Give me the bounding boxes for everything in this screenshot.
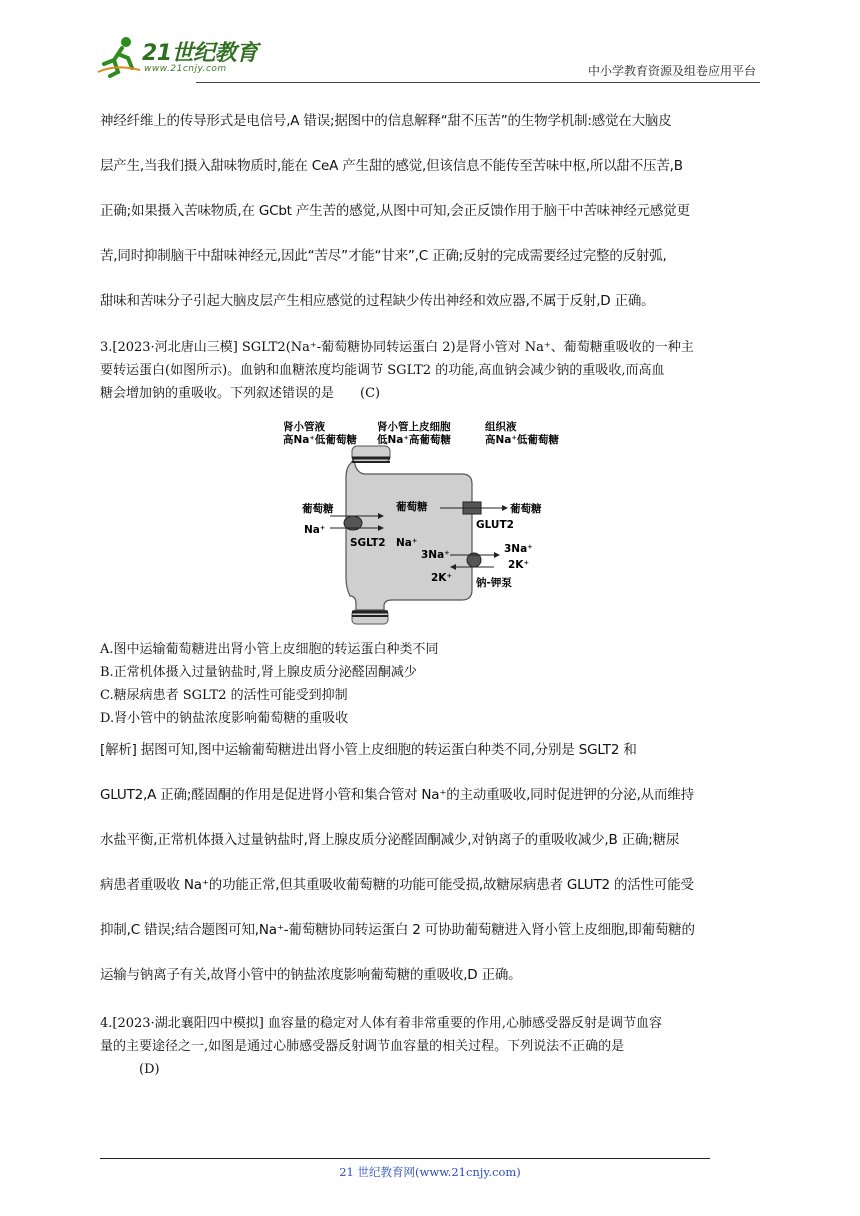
text-line: 4.[2023·湖北襄阳四中模拟] 血容量的稳定对人体有着非常重要的作用,心肺感受器反射是调节血容: [100, 1016, 663, 1031]
option-c: C.糖尿病患者 SGLT2 的活性可能受到抑制: [100, 688, 348, 703]
glucose-right-label: 葡萄糖: [510, 503, 542, 515]
k2-in-label: 2K⁺: [431, 572, 452, 584]
option-d: D.肾小管中的钠盐浓度影响葡萄糖的重吸收: [100, 711, 349, 726]
text-line: 抑制,C 错误;结合题图可知,Na⁺-葡萄糖协同转运蛋白 2 可协助葡萄糖进入肾小管上皮细胞,即葡萄糖的: [100, 922, 695, 938]
upper-junction: [352, 446, 390, 462]
text-line: 3.[2023·河北唐山三模] SGLT2(Na⁺-葡萄糖协同转运蛋白 2)是肾小管对 Na⁺、葡萄糖重吸收的一种主: [100, 340, 694, 355]
footer-divider: [100, 1158, 710, 1159]
text-line: 苦,同时抑制脑干中甜味神经元,因此“苦尽”才能“甘来”,C 正确;反射的完成需要经过完整的反射弧,: [100, 248, 667, 264]
option-a: A.图中运输葡萄糖进出肾小管上皮细胞的转运蛋白种类不同: [100, 642, 439, 657]
text-line: 正确;如果摄入苦味物质,在 GCbt 产生苦的感觉,从图中可知,会正反馈作用于脑干中苦味神经元感觉更: [100, 203, 690, 219]
pump-label: 钠-钾泵: [476, 577, 512, 589]
text-line: 糖会增加钠的重吸收。下列叙述错误的是 (C): [100, 386, 381, 401]
site-logo: [96, 34, 266, 78]
na3-out-label: 3Na⁺: [504, 543, 533, 555]
text-line: (D): [100, 1062, 160, 1077]
question-3-options: [100, 638, 764, 730]
k2-out-label: 2K⁺: [508, 559, 529, 571]
text-line: 水盐平衡,正常机体摄入过量钠盐时,肾上腺皮质分泌醛固酮减少,对钠离子的重吸收减少,B 正确;糖尿: [100, 832, 680, 848]
runner-logo-icon: [96, 34, 142, 78]
sglt2-diagram: [280, 418, 580, 632]
question-3-stem: [100, 336, 764, 405]
footer-text: 21 世纪教育网(www.21cnjy.com): [339, 1165, 521, 1179]
sglt2-label: SGLT2: [350, 537, 386, 549]
col1-title: 肾小管液: [283, 421, 325, 433]
epithelial-cell: [346, 456, 472, 610]
col1-sub: 高Na⁺低葡萄糖: [283, 434, 357, 446]
text-line: 量的主要途径之一,如图是通过心肺感受器反射调节血容量的相关过程。下列说法不正确的是: [100, 1039, 625, 1054]
glucose-mid-label: 葡萄糖: [396, 501, 428, 513]
text-line: 层产生,当我们摄入甜味物质时,能在 CeA 产生甜的感觉,但该信息不能传至苦味中枢,所以甜不压苦,B: [100, 158, 683, 174]
col3-title: 组织液: [485, 421, 517, 433]
logo-main-text: 21世纪教育: [142, 41, 258, 66]
question-4-stem: [100, 1012, 764, 1081]
option-b: B.正常机体摄入过量钠盐时,肾上腺皮质分泌醛固酮减少: [100, 665, 417, 680]
text-line: 要转运蛋白(如图所示)。血钠和血糖浓度均能调节 SGLT2 的功能,高血钠会减少钠的重吸收,而高血: [100, 363, 665, 378]
text-line: [解析] 据图可知,图中运输葡萄糖进出肾小管上皮细胞的转运蛋白种类不同,分别是 SGLT2 和: [100, 742, 637, 758]
na-mid-label: Na⁺: [396, 537, 418, 549]
glucose-left-label: 葡萄糖: [302, 503, 334, 515]
text-line: GLUT2,A 正确;醛固酮的作用是促进肾小管和集合管对 Na⁺的主动重吸收,同时促进钾的分泌,从而维持: [100, 787, 694, 803]
logo-sub-text: www.21cnjy.com: [144, 64, 227, 74]
col3-sub: 高Na⁺低葡萄糖: [485, 434, 559, 446]
page-header: [96, 34, 760, 84]
glut2-label: GLUT2: [476, 519, 514, 531]
na-left-label: Na⁺: [304, 524, 326, 536]
question-3-analysis: [100, 728, 764, 998]
header-divider: [196, 82, 760, 83]
na3-in-label: 3Na⁺: [421, 549, 450, 561]
analysis-continuation: [100, 99, 764, 324]
text-line: 病患者重吸收 Na⁺的功能正常,但其重吸收葡萄糖的功能可能受损,故糖尿病患者 GLUT2 的活性可能受: [100, 877, 694, 893]
text-line: 运输与钠离子有关,故肾小管中的钠盐浓度影响葡萄糖的重吸收,D 正确。: [100, 967, 522, 983]
text-line: 神经纤维上的传导形式是电信号,A 错误;据图中的信息解释“甜不压苦”的生物学机制:感觉在大脑皮: [100, 113, 672, 129]
platform-name: 中小学教育资源及组卷应用平台: [587, 64, 756, 78]
col2-title: 肾小管上皮细胞: [377, 421, 451, 433]
col2-sub: 低Na⁺高葡萄糖: [377, 434, 451, 446]
text-line: 甜味和苦味分子引起大脑皮层产生相应感觉的过程缺少传出神经和效应器,不属于反射,D 正确。: [100, 293, 655, 309]
